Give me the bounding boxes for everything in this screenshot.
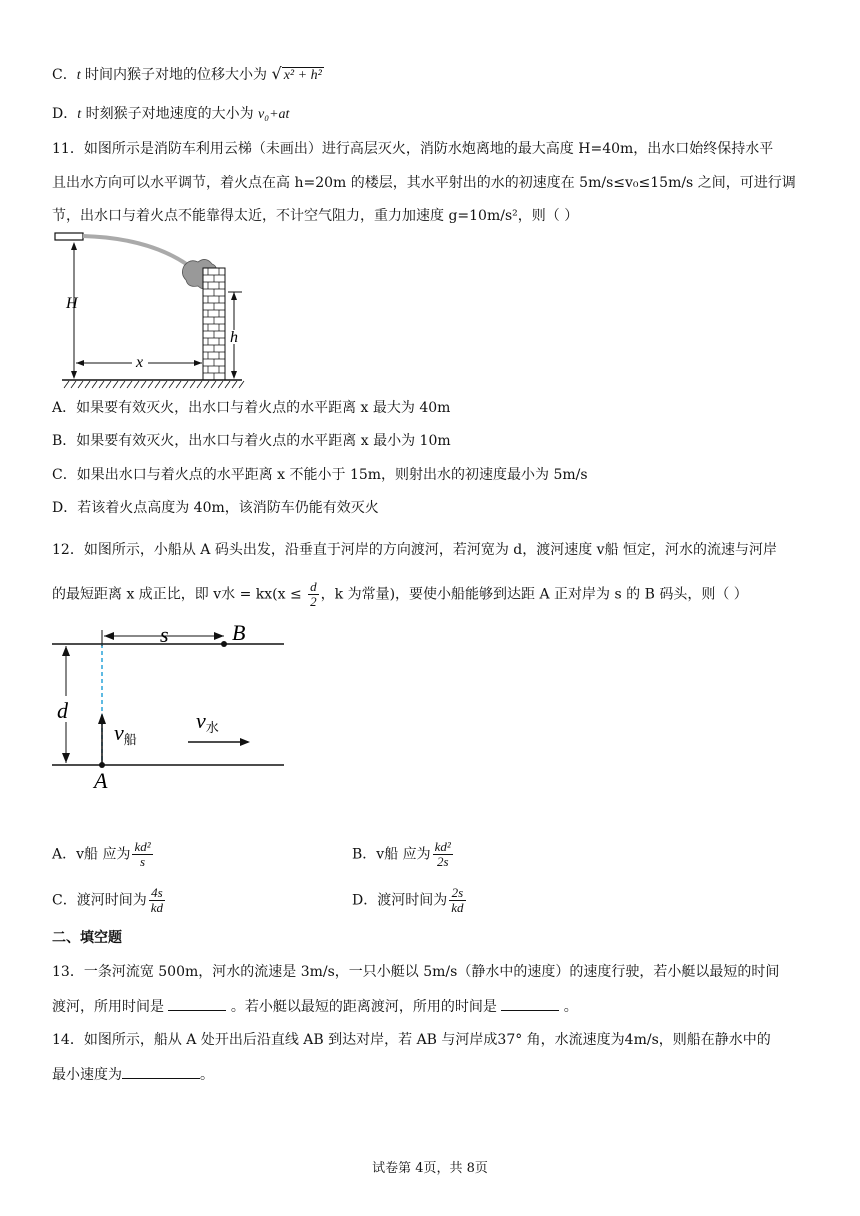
label-v-boat: v船 <box>114 720 137 747</box>
sqrt-formula: √ x² + h² <box>271 64 322 83</box>
water-trajectory <box>83 236 192 268</box>
label-B: B <box>232 620 246 645</box>
q11-stem-line3: 节，出水口与着火点不能靠得太近，不计空气阻力，重力加速度 g=10m/s²，则（ ） <box>52 208 579 224</box>
q11-stem-line2: 且出水方向可以水平调节，着火点在高 h=20m 的楼层，其水平射出的水的初速度在 5m/s≤v₀≤15m/s 之间，可进行调 <box>52 175 796 191</box>
q12-option-d: D．渡河时间为 $\frac{2s}{kd}$ <box>352 885 464 915</box>
label-s: s <box>160 622 169 647</box>
label-x: x <box>136 354 144 371</box>
q11-option-d: D．若该着火点高度为 40m，该消防车仍能有效灭火 <box>52 500 379 516</box>
label-d: d <box>57 698 68 723</box>
q10-option-c: C．t 时间内猴子对地的位移大小为 √ x² + h² <box>52 64 324 86</box>
q12-figure <box>52 618 292 793</box>
answer-blank-3[interactable] <box>122 1064 200 1079</box>
q13-stem-line2: 渡河，所用时间是 。若小艇以最短的距离渡河，所用的时间是 。 <box>52 996 578 1017</box>
brick-wall <box>203 268 225 380</box>
answer-blank-2[interactable] <box>501 996 559 1011</box>
q11-option-a: A．如果要有效灭火，出水口与着火点的水平距离 x 最大为 40m <box>52 400 451 416</box>
q11-option-b: B．如果要有效灭火，出水口与着火点的水平距离 x 最小为 10m <box>52 433 451 449</box>
q12-option-c: C．渡河时间为 $\frac{4s}{kd}$ <box>52 885 163 915</box>
q12-stem-line1: 12．如图所示，小船从 A 码头出发，沿垂直于河岸的方向渡河，若河宽为 d，渡河速度 v船 恒定，河水的流速与河岸 <box>52 542 778 558</box>
label-A: A <box>94 768 108 793</box>
q11-option-c: C．如果出水口与着火点的水平距离 x 不能小于 15m，则射出水的初速度最小为 5m/s <box>52 467 588 483</box>
q10-option-d: D．t 时刻猴子对地速度的大小为 v₀+at <box>52 106 290 122</box>
q12-option-a: A．v船 应为 $\frac{\text{kd²}}{s}$ <box>52 839 151 869</box>
page-footer: 试卷第 4页，共 8页 <box>372 1161 488 1176</box>
nozzle <box>55 233 83 240</box>
q12-stem-line2: 的最短距离 x 成正比，即 v水 = kx(x ≤ $\frac{d}{2}$ ，k 为常量)，要使小船能够到达距 A 正对岸为 s 的 B 码头，则（ ） <box>52 579 748 609</box>
q14-stem-line2: 最小速度为 。 <box>52 1064 214 1085</box>
label-H: H <box>66 295 78 312</box>
q13-stem-line1: 13．一条河流宽 500m，河水的流速是 3m/s，一只小艇以 5m/s（静水中的速度）的速度行驶，若小艇以最短的时间 <box>52 964 780 980</box>
point-B <box>221 641 227 647</box>
section-heading: 二、填空题 <box>52 930 122 946</box>
q12-option-b: B．v船 应为 $\frac{\text{kd²}}{2s}$ <box>352 839 451 869</box>
q11-stem-line1: 11．如图所示是消防车利用云梯（未画出）进行高层灭火，消防水炮离地的最大高度 H=40m，出水口始终保持水平 <box>52 141 774 157</box>
q11-figure <box>52 230 252 390</box>
label-v-water: v水 <box>196 708 219 735</box>
q14-stem-line1: 14．如图所示，船从 A 处开出后沿直线 AB 到达对岸，若 AB 与河岸成37° 角，水流速度为4m/s，则船在静水中的 <box>52 1032 771 1048</box>
answer-blank-1[interactable] <box>168 996 226 1011</box>
label-h: h <box>230 329 238 346</box>
